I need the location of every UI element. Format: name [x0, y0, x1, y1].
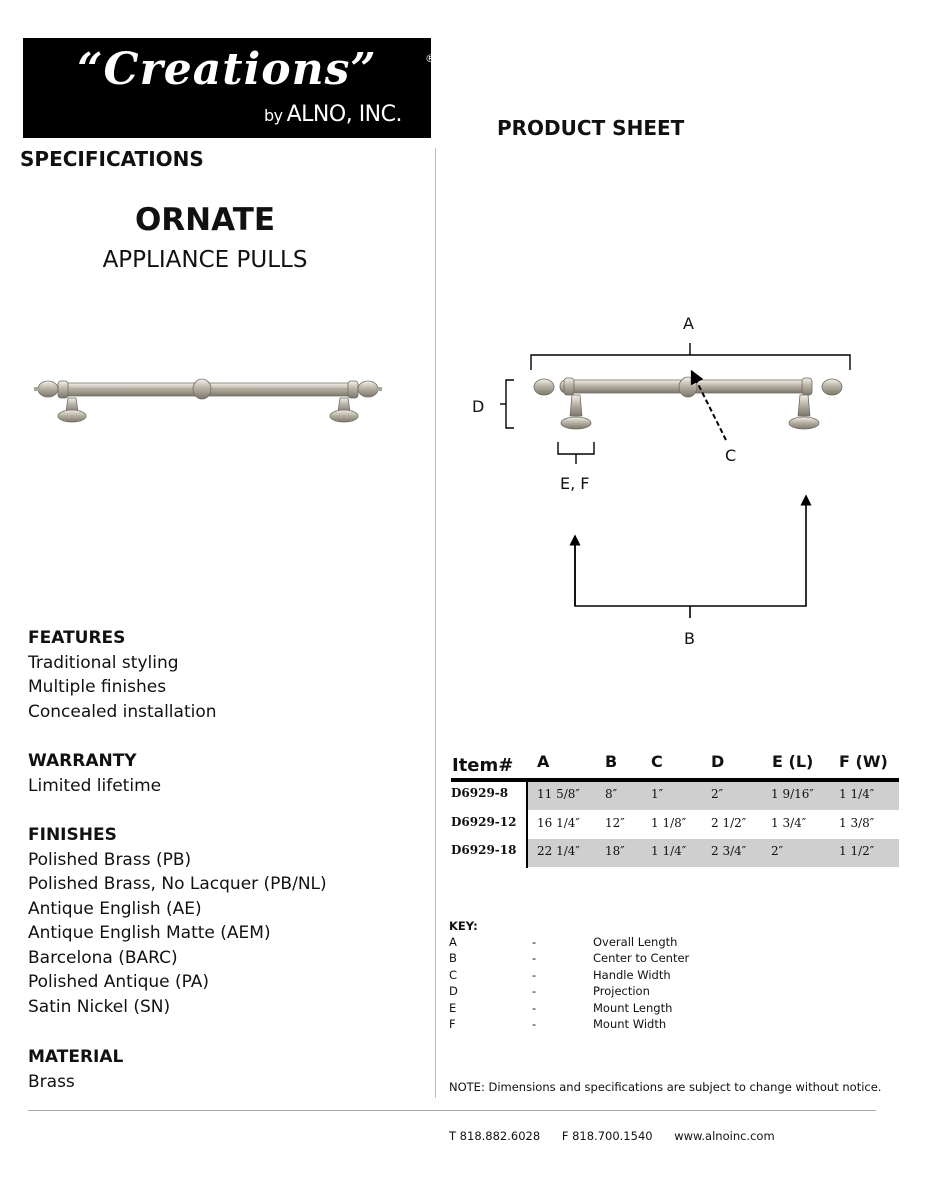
finishes-section: [28, 823, 327, 1019]
table-header: Item#: [452, 755, 514, 776]
table-cell-item: D6929-12: [451, 815, 517, 829]
label-d: D: [472, 397, 485, 416]
key-legend: [449, 934, 749, 1034]
finish-item: Barcelona (BARC): [28, 947, 178, 968]
label-b: B: [684, 629, 695, 648]
table-cell: 1 3/8″: [839, 816, 875, 830]
finish-item: Polished Brass (PB): [28, 849, 192, 870]
finish-item: Antique English Matte (AEM): [28, 923, 271, 943]
table-cell: 1″: [651, 787, 664, 801]
finishes-title: FINISHES: [28, 825, 117, 845]
table-cell: 16 1/4″: [537, 816, 580, 830]
key-meaning: Overall Length: [593, 935, 678, 949]
phone-number: T 818.882.6028: [449, 1129, 541, 1143]
feature-item: Concealed installation: [28, 701, 217, 722]
brand-logo: [23, 38, 436, 138]
footer-rule: [28, 1110, 876, 1111]
table-cell: 18″: [605, 844, 625, 858]
table-cell: 1 3/4″: [771, 816, 807, 830]
table-cell: 1 1/8″: [651, 816, 687, 830]
finish-item: Satin Nickel (SN): [28, 996, 171, 1017]
dimension-diagram: [470, 310, 870, 650]
label-e-f: E, F: [560, 474, 590, 493]
logo-by: by: [264, 106, 283, 125]
material-title: MATERIAL: [28, 1047, 124, 1067]
product-sheet-heading: PRODUCT SHEET: [497, 116, 685, 140]
table-cell: 2″: [711, 787, 724, 801]
key-dash: -: [532, 984, 537, 999]
column-divider: [435, 148, 436, 1098]
features-title: FEATURES: [28, 628, 126, 648]
table-header: A: [537, 752, 550, 771]
features-section: [28, 626, 217, 724]
specifications-heading: SPECIFICATIONS: [20, 147, 204, 171]
product-name: ORNATE: [134, 202, 276, 238]
finish-item: Polished Antique (PA): [28, 972, 210, 992]
key-meaning: Mount Width: [593, 1017, 667, 1032]
key-letter: D: [449, 984, 458, 999]
label-a: A: [683, 314, 694, 333]
table-cell: 8″: [605, 787, 618, 801]
table-cell: 2 1/2″: [711, 816, 747, 830]
label-c: C: [725, 446, 737, 465]
table-cell-item: D6929-18: [451, 843, 517, 857]
key-letter: B: [449, 951, 457, 966]
logo-brand-text: “Creations”: [77, 44, 377, 95]
table-cell: 1 1/4″: [651, 844, 687, 858]
table-cell: 12″: [605, 816, 625, 830]
feature-item: Traditional styling: [28, 652, 179, 673]
table-cell: 2″: [771, 844, 784, 858]
logo-company: [264, 102, 402, 127]
finish-item: Polished Brass, No Lacquer (PB/NL): [28, 874, 327, 894]
key-letter: A: [449, 935, 457, 949]
key-dash: -: [532, 967, 537, 982]
key-title: KEY:: [449, 919, 478, 933]
table-header: C: [651, 752, 663, 771]
warranty-section: [28, 749, 161, 798]
key-letter: E: [449, 1000, 457, 1015]
warranty-text: Limited lifetime: [28, 775, 162, 796]
table-cell: 1 9/16″: [771, 787, 814, 801]
key-meaning: Mount Length: [593, 1000, 673, 1015]
table-cell: 11 5/8″: [537, 787, 580, 801]
key-dash: -: [532, 935, 537, 949]
table-cell: 1 1/4″: [839, 787, 875, 801]
material-section: [28, 1045, 123, 1094]
key-letter: F: [449, 1017, 456, 1032]
key-meaning: Center to Center: [593, 951, 690, 966]
finish-item: Antique English (AE): [28, 898, 202, 919]
product-type: APPLIANCE PULLS: [102, 247, 308, 273]
product-photo: [30, 370, 386, 430]
key-meaning: Projection: [593, 984, 650, 999]
key-meaning: Handle Width: [593, 967, 671, 982]
table-header: B: [605, 752, 618, 771]
table-cell: 22 1/4″: [537, 844, 580, 858]
feature-item: Multiple finishes: [28, 677, 167, 697]
table-cell: 2 3/4″: [711, 844, 747, 858]
fax-number: F 818.700.1540: [561, 1129, 653, 1143]
key-dash: -: [532, 1017, 537, 1032]
key-dash: -: [532, 951, 537, 966]
table-header: F (W): [839, 752, 888, 771]
key-dash: -: [532, 1000, 537, 1015]
table-cell-item: D6929-8: [451, 786, 509, 800]
material-text: Brass: [28, 1071, 75, 1092]
logo-company-name: ALNO, INC.: [286, 102, 402, 127]
table-header: E (L): [772, 752, 814, 771]
contact-footer: [449, 1129, 793, 1143]
table-cell: 1 1/2″: [839, 844, 875, 858]
website-link[interactable]: www.alnoinc.com: [674, 1129, 775, 1143]
disclaimer-note: NOTE: Dimensions and specifications are subject to change without notice.: [449, 1080, 882, 1094]
table-header: D: [711, 752, 725, 771]
logo-registered-mark: ®: [425, 52, 436, 65]
key-letter: C: [449, 967, 458, 982]
warranty-title: WARRANTY: [28, 751, 137, 771]
